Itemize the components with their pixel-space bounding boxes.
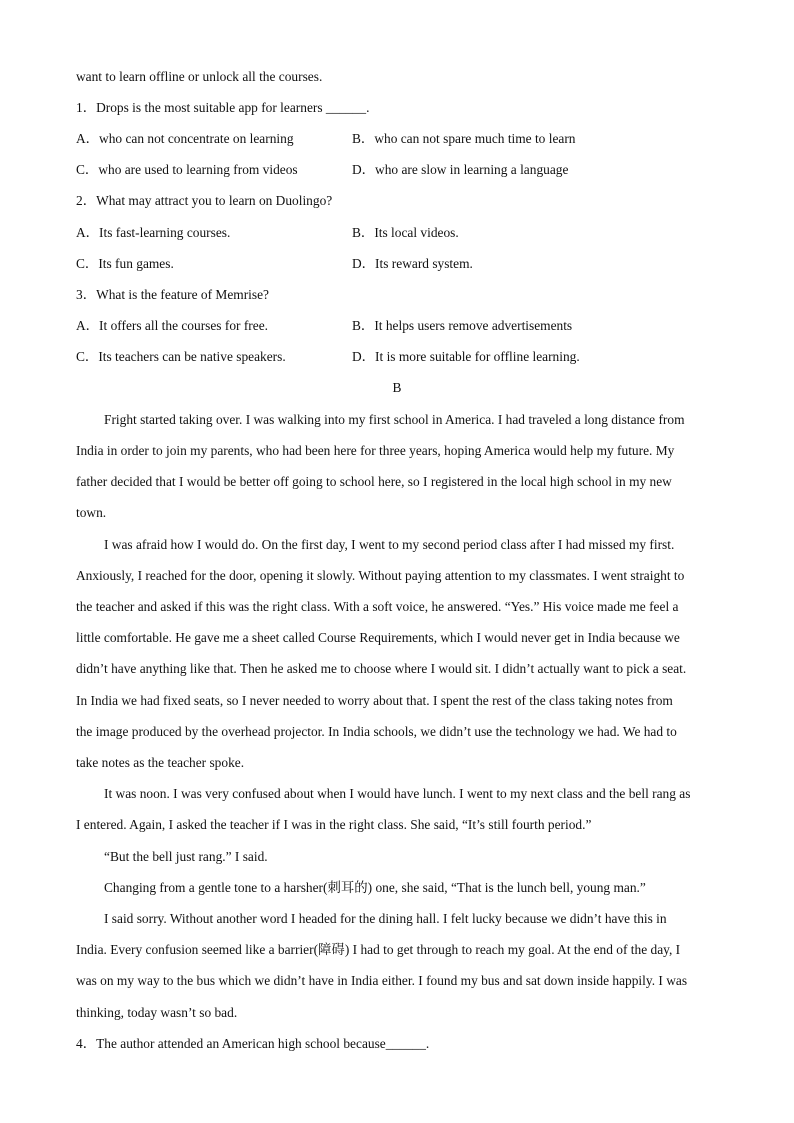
question-1-option-b: B．who can not spare much time to learn xyxy=(352,131,576,146)
question-3-stem: 3．What is the feature of Memrise? xyxy=(76,287,269,302)
passage-line: Anxiously, I reached for the door, opening it slowly. Without paying attention to my classmates. I went straight to xyxy=(76,568,685,583)
passage-line: I entered. Again, I asked the teacher if I was in the right class. She said, “It’s still fourth period.” xyxy=(76,817,592,832)
passage-line: town. xyxy=(76,505,107,520)
question-1-option-a: A．who can not concentrate on learning xyxy=(76,131,294,146)
passage-line: Fright started taking over. I was walking into my first school in America. I had traveled a long distance from xyxy=(104,412,685,427)
passage-line: It was noon. I was very confused about when I would have lunch. I went to my next class and the bell rang as xyxy=(104,786,691,801)
passage-line: I was afraid how I would do. On the first day, I went to my second period class after I had missed my first. xyxy=(104,537,675,552)
passage-line: father decided that I would be better off going to school here, so I registered in the local high school in my new xyxy=(76,474,672,489)
passage-line: India. Every confusion seemed like a barrier(障碍) I had to get through to reach my goal. At the end of the day, I xyxy=(76,942,681,957)
passage-line: the teacher and asked if this was the right class. With a soft voice, he answered. “Yes.” His voice made me feel a xyxy=(76,599,679,614)
passage-line: thinking, today wasn’t so bad. xyxy=(76,1005,238,1020)
passage-line: was on my way to the bus which we didn’t have in India either. I found my bus and sat down inside happily. I was xyxy=(76,973,688,988)
question-2-option-a: A．Its fast-learning courses. xyxy=(76,225,231,240)
question-1-option-d: D．who are slow in learning a language xyxy=(352,162,569,177)
question-1-option-c: C．who are used to learning from videos xyxy=(76,162,298,177)
passage-line: didn’t have anything like that. Then he asked me to choose where I would sit. I didn’t actually want to pick a seat. xyxy=(76,661,687,676)
intro-line: want to learn offline or unlock all the courses. xyxy=(76,69,323,84)
passage-line: the image produced by the overhead projector. In India schools, we didn’t use the technology we had. We had to xyxy=(76,724,677,739)
passage-line: Changing from a gentle tone to a harsher(刺耳的) one, she said, “That is the lunch bell, young man.” xyxy=(104,880,646,895)
section-heading: B xyxy=(392,380,402,395)
passage-line: take notes as the teacher spoke. xyxy=(76,755,245,770)
passage-line: In India we had fixed seats, so I never needed to worry about that. I spent the rest of the class taking notes from xyxy=(76,693,673,708)
passage-line: “But the bell just rang.” I said. xyxy=(104,849,268,864)
question-2-stem: 2．What may attract you to learn on Duolingo? xyxy=(76,193,333,208)
question-4-stem: 4．The author attended an American high school because______. xyxy=(76,1036,430,1051)
question-3-option-c: C．Its teachers can be native speakers. xyxy=(76,349,286,364)
question-1-stem: 1．Drops is the most suitable app for learners ______. xyxy=(76,100,370,115)
passage-line: I said sorry. Without another word I headed for the dining hall. I felt lucky because we didn’t have this in xyxy=(104,911,667,926)
passage-line: India in order to join my parents, who had been here for three years, hoping America would help my future. My xyxy=(76,443,675,458)
question-3-option-b: B．It helps users remove advertisements xyxy=(352,318,573,333)
passage-line: little comfortable. He gave me a sheet called Course Requirements, which I would never get in India because we xyxy=(76,630,680,645)
question-3-option-d: D．It is more suitable for offline learning. xyxy=(352,349,580,364)
question-3-option-a: A．It offers all the courses for free. xyxy=(76,318,268,333)
question-2-option-d: D．Its reward system. xyxy=(352,256,473,271)
question-2-option-c: C．Its fun games. xyxy=(76,256,174,271)
question-2-option-b: B．Its local videos. xyxy=(352,225,459,240)
